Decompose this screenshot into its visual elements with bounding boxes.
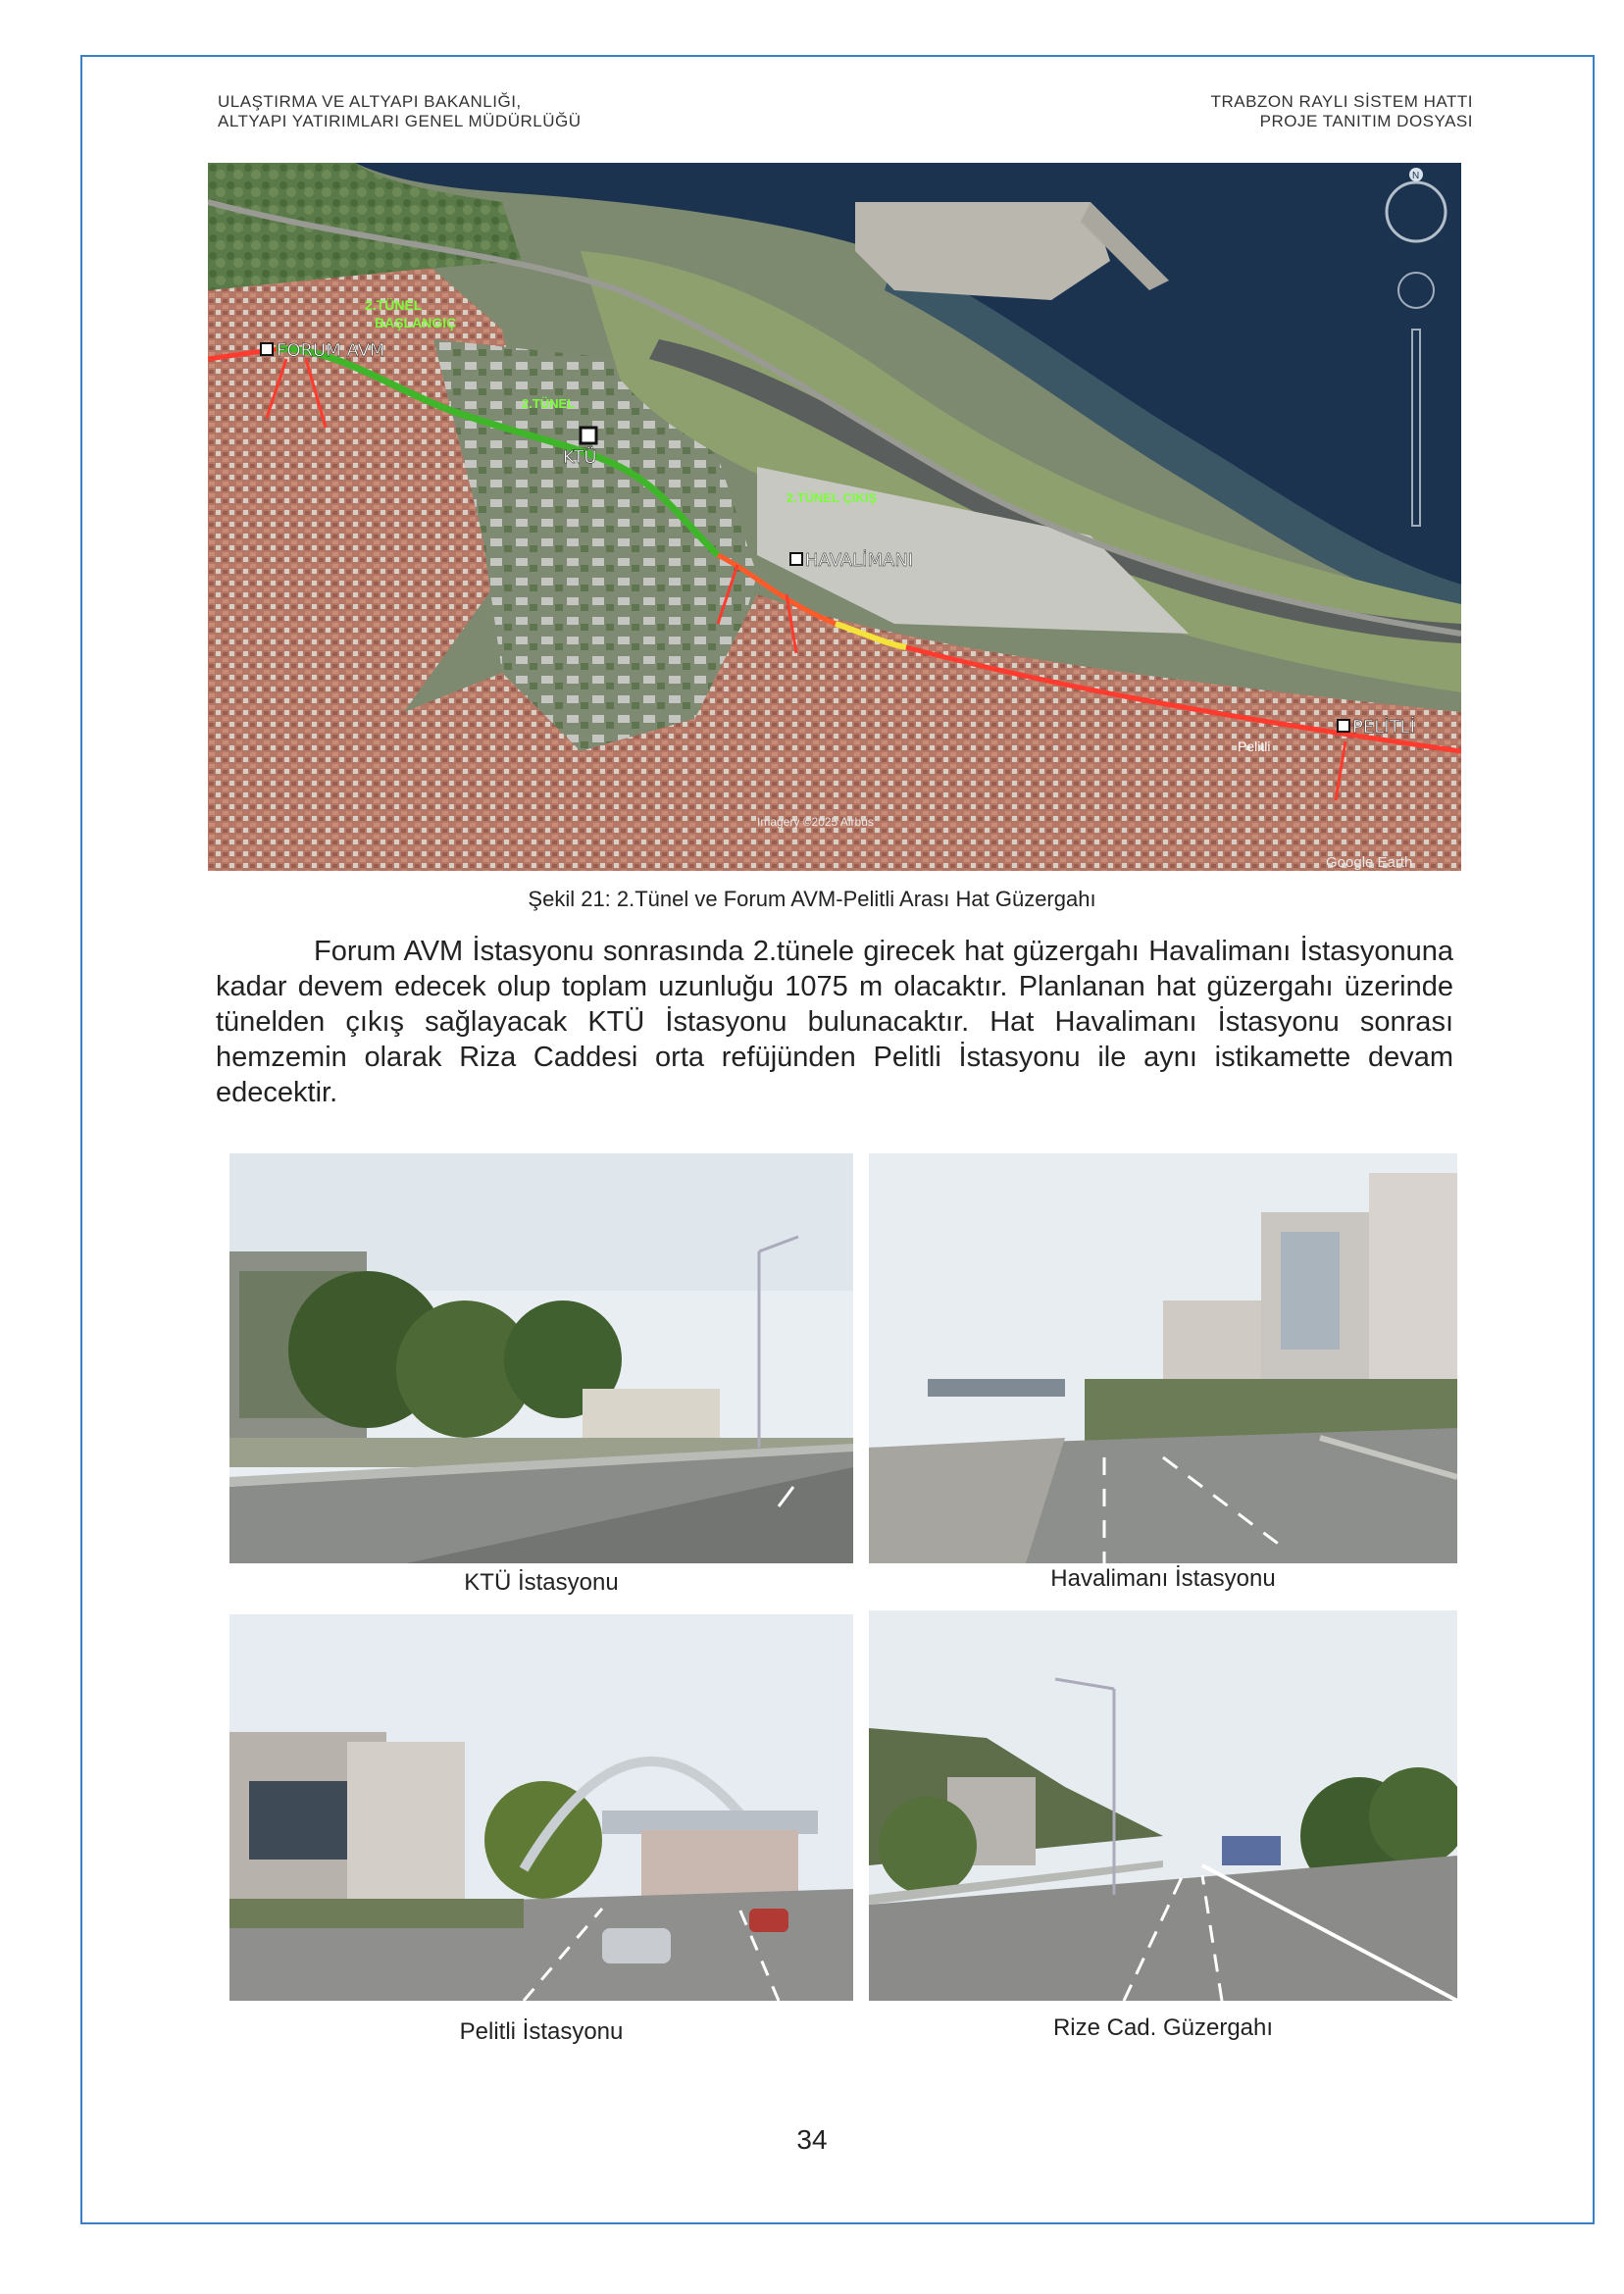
station-forum-label: FORUM AVM	[277, 340, 385, 361]
station-pelitli-label: PELİTLİ	[1352, 717, 1415, 738]
imagery-credit: Imagery ©2025 Airbus	[757, 815, 874, 829]
header-ministry: ULAŞTIRMA VE ALTYAPI BAKANLIĞI,	[218, 92, 522, 111]
photo-pelitli-station-label: Pelitli İstasyonu	[459, 2018, 624, 2045]
body-paragraph	[216, 934, 1453, 1110]
photo-rize-street	[869, 1610, 1457, 2001]
google-earth-credit: Google Earth	[1326, 854, 1413, 871]
station-ktu-label: KTÜ	[563, 447, 597, 468]
figure-caption: Şekil 21: 2.Tünel ve Forum AVM-Pelitli Arası Hat Güzergahı	[528, 887, 1096, 911]
body-paragraph-text: Forum AVM İstasyonu sonrasında 2.tünele girecek hat güzergahı Havalimanı İstasyonuna kadar devem edecek olup toplam uzunluğu 1075 m olacaktır. Planlanan hat güzergahı üzerinde tünelden çıkış sağlayacak KTÜ İstasyonu bulunacaktır. Hat Havalimanı İstasyonu sonrası hemzemin olarak Riza Caddesi orta refüjünden Pelitli İstasyonu ile aynı istikamette devam edecektir.	[216, 936, 1453, 1108]
tunnel-start-label-1: 2.TÜNEL	[365, 297, 423, 313]
photo-ktu-station	[229, 1153, 853, 1563]
pelitli-place-label: Pelitli	[1238, 739, 1271, 754]
station-forum	[261, 340, 384, 361]
photo-havalimani-station-label: Havalimanı İstasyonu	[1050, 1565, 1276, 1592]
tunnel-end-label: 2.TÜNEL ÇIKIŞ	[787, 490, 878, 505]
header-right	[1211, 92, 1473, 131]
header-document: PROJE TANITIM DOSYASI	[1259, 112, 1473, 130]
photo-rize-street-label: Rize Cad. Güzergahı	[1052, 2014, 1274, 2041]
station-havalimani-label: HAVALİMANI	[805, 550, 914, 571]
tunnel-start-label-2: BAŞLANGIÇ	[375, 315, 457, 331]
photo-ktu-station-label: KTÜ İstasyonu	[464, 1569, 619, 1596]
photo-havalimani-station	[869, 1153, 1457, 1563]
header-directorate: ALTYAPI YATIRIMLARI GENEL MÜDÜRLÜĞÜ	[218, 112, 582, 130]
page-number: 34	[796, 2124, 828, 2155]
header-project: TRABZON RAYLI SİSTEM HATTI	[1210, 92, 1473, 111]
route-map	[208, 163, 1461, 871]
photo-pelitli-station	[229, 1614, 853, 2001]
tunnel-label: 2.TÜNEL	[522, 396, 576, 411]
compass-north-label: N	[1412, 171, 1420, 181]
station-havalimani	[790, 550, 913, 571]
route-map-canvas	[208, 163, 1461, 871]
header-left	[218, 92, 581, 131]
